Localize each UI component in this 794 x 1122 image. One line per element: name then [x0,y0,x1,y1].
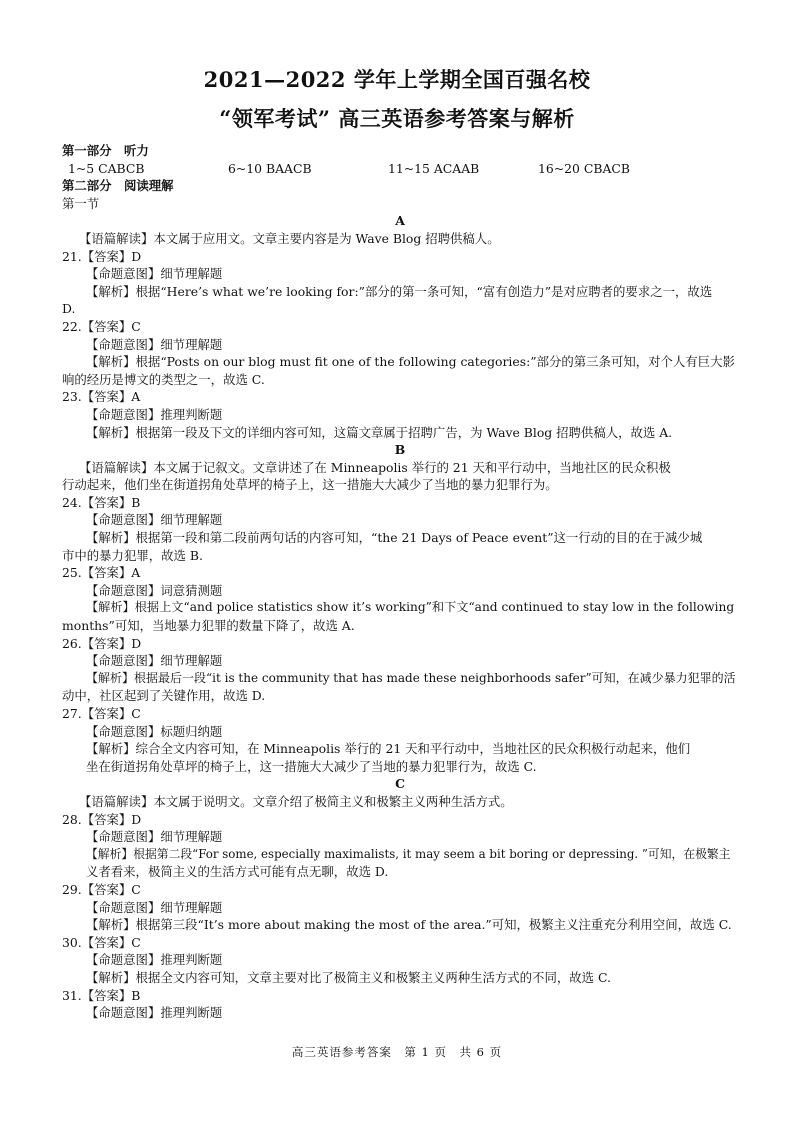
q21-analysis-cont: D. [62,301,76,317]
q31-answer: 31.【答案】B [62,987,141,1003]
q25-answer: 25.【答案】A [62,565,141,581]
q22-analysis: 【解析】根据“Posts on our blog must fit one of the following categories:”部分的第三条可知，对个人有巨大影 [86,354,735,370]
q23-answer: 23.【答案】A [62,389,141,405]
q22-analysis-cont: 响的经历是博文的类型之一，故选 C. [62,371,265,387]
q31-intent: 【命题意图】推理判断题 [86,1005,223,1021]
q23-analysis: 【解析】根据第一段及下文的详细内容可知，这篇文章属于招聘广告，为 Wave Blog 招聘供稿人，故选 A. [86,424,673,440]
q22-answer: 22.【答案】C [62,318,141,334]
part2-heading: 第二部分 阅读理解 [62,178,174,194]
q26-analysis: 【解析】根据最后一段“it is the community that has made these neighborhoods safer”可知，在减少暴力犯罪的活 [86,670,736,685]
part1-heading: 第一部分 听力 [62,143,149,158]
q30-intent: 【命题意图】推理判断题 [86,952,223,968]
listening-answer-group: 6~10 BAACB [228,160,312,176]
listening-answer-group: 16~20 CBACB [538,160,630,176]
q25-analysis: 【解析】根据上文“and police statistics show it’s working”和下文“and continued to stay low in the following [86,600,735,615]
q28-answer: 28.【答案】D [62,811,142,827]
passage-a-summary: 【语篇解读】本文属于应用文。文章主要内容是为 Wave Blog 招聘供稿人。 [79,230,500,246]
q27-analysis: 【解析】综合全文内容可知，在 Minneapolis 举行的 21 天和平行动中，当地社区的民众积极行动起来，他们 [86,741,691,757]
q26-answer: 26.【答案】D [62,635,142,651]
q26-intent: 【命题意图】细节理解题 [86,653,223,669]
q29-analysis: 【解析】根据第三段“It’s more about making the most of the area.”可知，极繁主义注重充分利用空间，故选 C. [86,917,732,933]
q24-answer: 24.【答案】B [62,494,141,510]
q28-analysis-cont: 义者看来，极简主义的生活方式可能有点无聊，故选 D. [86,864,389,880]
passage-b-label: B [394,442,406,458]
document-title-line2: “领军考试” 高三英语参考答案与解析 [219,106,575,131]
q21-answer: 21.【答案】D [62,248,142,264]
q30-analysis: 【解析】根据全文内容可知，文章主要对比了极简主义和极繁主义两种生活方式的不同，故选 C. [86,969,611,985]
q28-intent: 【命题意图】细节理解题 [86,829,223,845]
document-title-line1: 2021—2022 学年上学期全国百强名校 [203,67,591,92]
document-body [62,142,738,1022]
q27-analysis-cont: 坐在街道拐角处草坪的椅子上，这一措施大大减少了当地的暴力犯罪行为，故选 C. [86,758,537,774]
q26-analysis-cont: 动中，社区起到了关键作用，故选 D. [62,688,266,704]
q24-analysis-cont: 市中的暴力犯罪，故选 B. [62,547,203,563]
section-heading: 第一节 [62,195,100,211]
passage-b-summary: 【语篇解读】本文属于记叙文。文章讲述了在 Minneapolis 举行的 21 天和平行动中，当地社区的民众积极 [79,459,671,475]
q22-intent: 【命题意图】细节理解题 [86,336,223,352]
q29-answer: 29.【答案】C [62,881,141,897]
q24-analysis: 【解析】根据第一段和第二段前两句话的内容可知，“the 21 Days of Peace event”这一行动的目的在于减少城 [86,530,703,546]
passage-b-summary-cont: 行动起来，他们坐在街道拐角处草坪的椅子上，这一措施大大减少了当地的暴力犯罪行为。 [62,477,558,493]
passage-c-label: C [395,776,405,792]
listening-answer-group: 1~5 CABCB [68,160,145,176]
q27-answer: 27.【答案】C [62,706,141,721]
q21-intent: 【命题意图】细节理解题 [86,266,223,282]
q27-intent: 【命题意图】标题归纳题 [86,723,223,739]
page-footer: 高三英语参考答案 第 1 页 共 6 页 [291,1045,503,1059]
q29-intent: 【命题意图】细节理解题 [86,899,223,915]
q28-analysis: 【解析】根据第二段“For some, especially maximalists, it may seem a bit boring or depressing. ”可知，在极繁主 [86,846,731,861]
q24-intent: 【命题意图】细节理解题 [86,512,223,528]
q25-analysis-cont: months”可知，当地暴力犯罪的数量下降了，故选 A. [62,618,355,634]
q25-intent: 【命题意图】词意猜测题 [86,582,223,598]
listening-answer-group: 11~15 ACAAB [388,160,480,176]
listening-answers [62,160,738,178]
q21-analysis: 【解析】根据“Here’s what we’re looking for:”部分的第一条可知，“富有创造力”是对应聘者的要求之一，故选 [86,283,713,299]
q30-answer: 30.【答案】C [62,934,141,950]
passage-a-label: A [395,213,405,229]
q23-intent: 【命题意图】推理判断题 [86,406,223,422]
passage-c-summary: 【语篇解读】本文属于说明文。文章介绍了极简主义和极繁主义两种生活方式。 [79,793,513,809]
